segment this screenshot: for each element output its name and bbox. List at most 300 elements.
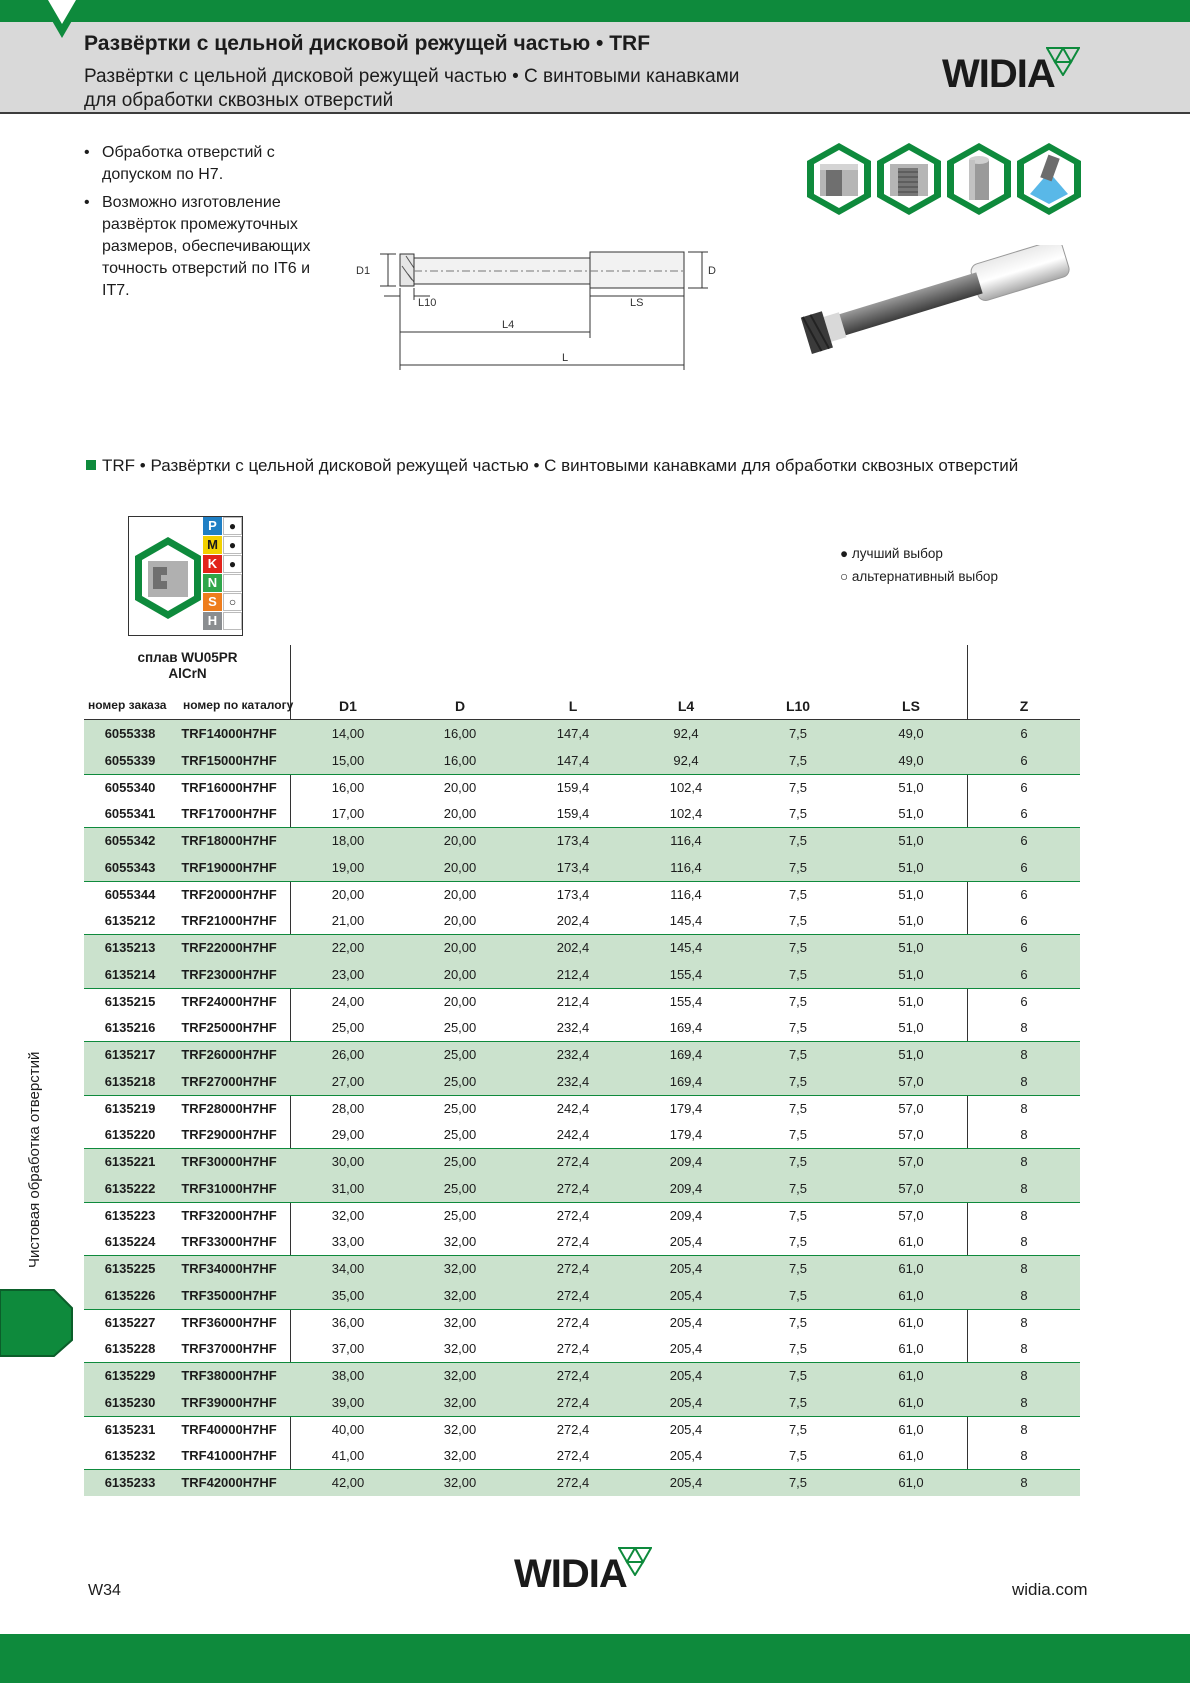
cell-l: 147,4 xyxy=(556,752,590,768)
cell-l10: 7,5 xyxy=(788,806,808,822)
cell-d: 32,00 xyxy=(443,1394,477,1410)
table-row xyxy=(84,1282,1080,1309)
table-row xyxy=(84,1416,1080,1443)
table-row xyxy=(84,1095,1080,1122)
feature-list xyxy=(84,142,314,308)
cell-d: 20,00 xyxy=(443,886,477,902)
page-subtitle-line1: Развёртки с цельной дисковой режущей частью • С винтовыми канавками xyxy=(84,66,740,87)
table-row xyxy=(84,1255,1080,1282)
table-row xyxy=(84,1389,1080,1416)
cell-order-no: 6135222 xyxy=(104,1180,156,1196)
cell-catalog-no: TRF18000H7HF xyxy=(181,833,277,848)
table-row xyxy=(84,961,1080,988)
cell-ls: 61,0 xyxy=(898,1261,924,1276)
cell-order-no: 6135216 xyxy=(104,1020,156,1036)
cell-ls: 51,0 xyxy=(898,1020,924,1036)
legend xyxy=(840,542,998,588)
row-group-separator xyxy=(84,881,1080,882)
cell-d: 20,00 xyxy=(443,940,477,955)
section-title-text: TRF • Развёртки с цельной дисковой режущей частью • С винтовыми канавками для обработки сквозных отверстий xyxy=(102,456,1019,475)
table-row xyxy=(84,720,1080,747)
cell-l4: 169,4 xyxy=(669,1073,703,1089)
cell-l4: 209,4 xyxy=(669,1180,703,1196)
side-section-tab xyxy=(0,1288,74,1358)
column-header-order-no: номер заказа xyxy=(88,698,167,712)
cell-l: 159,4 xyxy=(556,779,590,795)
page-subtitle-line2: для обработки сквозных отверстий xyxy=(84,90,394,111)
row-group-separator xyxy=(84,1041,1080,1042)
cell-catalog-no: TRF22000H7HF xyxy=(181,940,277,955)
cell-ls: 61,0 xyxy=(898,1341,924,1357)
bottom-band xyxy=(0,1634,1190,1683)
alloy-grade: сплав WU05PR xyxy=(137,650,238,665)
cell-z: 6 xyxy=(1020,726,1028,741)
cell-d1: 20,00 xyxy=(331,886,365,902)
cell-l10: 7,5 xyxy=(788,752,808,768)
logo-text: WIDIA xyxy=(942,52,1055,96)
footer-widia-logo xyxy=(514,1552,654,1602)
cell-d1: 24,00 xyxy=(331,993,365,1009)
table-row xyxy=(84,1175,1080,1202)
cell-l4: 209,4 xyxy=(669,1207,703,1223)
cell-ls: 51,0 xyxy=(898,940,924,955)
cell-catalog-no: TRF16000H7HF xyxy=(181,779,277,795)
cell-z: 8 xyxy=(1020,1020,1028,1036)
row-group-separator xyxy=(84,1416,1080,1417)
section-title xyxy=(86,456,1018,476)
material-mark xyxy=(223,574,242,592)
cell-d1: 37,00 xyxy=(331,1341,365,1357)
column-header-l: L xyxy=(568,698,578,714)
cell-d1: 25,00 xyxy=(331,1020,365,1036)
cell-l: 232,4 xyxy=(556,1020,590,1036)
cylinder-icon xyxy=(946,142,1012,216)
cell-order-no: 6055341 xyxy=(104,806,156,822)
cell-l: 272,4 xyxy=(556,1421,590,1437)
material-mark: ● xyxy=(223,517,242,535)
cell-order-no: 6135217 xyxy=(104,1047,156,1062)
cell-d: 20,00 xyxy=(443,913,477,929)
cell-l10: 7,5 xyxy=(788,1475,808,1490)
cell-z: 8 xyxy=(1020,1314,1028,1330)
cell-ls: 51,0 xyxy=(898,806,924,822)
cell-ls: 51,0 xyxy=(898,966,924,982)
cell-d: 32,00 xyxy=(443,1368,477,1383)
cell-d1: 39,00 xyxy=(331,1394,365,1410)
cell-d: 25,00 xyxy=(443,1073,477,1089)
cell-l: 242,4 xyxy=(556,1127,590,1143)
cell-d: 25,00 xyxy=(443,1127,477,1143)
table-row xyxy=(84,1362,1080,1389)
cell-l10: 7,5 xyxy=(788,1073,808,1089)
cell-z: 6 xyxy=(1020,859,1028,875)
cell-ls: 57,0 xyxy=(898,1207,924,1223)
cell-catalog-no: TRF20000H7HF xyxy=(181,886,277,902)
cell-ls: 57,0 xyxy=(898,1127,924,1143)
cell-catalog-no: TRF30000H7HF xyxy=(181,1154,277,1169)
cell-l10: 7,5 xyxy=(788,1421,808,1437)
insert-hex-icon xyxy=(133,535,203,625)
cell-l: 159,4 xyxy=(556,806,590,822)
cell-catalog-no: TRF21000H7HF xyxy=(181,913,277,929)
cell-catalog-no: TRF36000H7HF xyxy=(181,1314,277,1330)
cell-catalog-no: TRF35000H7HF xyxy=(181,1287,277,1303)
cell-l10: 7,5 xyxy=(788,1448,808,1464)
cell-l4: 116,4 xyxy=(670,833,702,848)
cell-order-no: 6135227 xyxy=(104,1314,156,1330)
cell-z: 8 xyxy=(1020,1047,1028,1062)
cell-d: 20,00 xyxy=(443,806,477,822)
row-group-separator xyxy=(84,1095,1080,1096)
cell-l: 202,4 xyxy=(556,913,590,929)
cell-order-no: 6055338 xyxy=(104,726,156,741)
cell-d: 20,00 xyxy=(443,779,477,795)
material-row-s xyxy=(203,593,243,612)
cell-l: 272,4 xyxy=(556,1448,590,1464)
cell-l: 272,4 xyxy=(556,1475,590,1490)
cell-catalog-no: TRF14000H7HF xyxy=(181,726,277,741)
cell-l10: 7,5 xyxy=(788,1341,808,1357)
alloy-coating: AlCrN xyxy=(168,666,207,681)
cell-l: 212,4 xyxy=(556,966,590,982)
table-row xyxy=(84,1309,1080,1336)
cell-z: 8 xyxy=(1020,1448,1028,1464)
table-row xyxy=(84,747,1080,774)
row-group-separator xyxy=(84,1469,1080,1470)
cell-l10: 7,5 xyxy=(788,1368,808,1383)
cell-catalog-no: TRF38000H7HF xyxy=(181,1368,277,1383)
cell-z: 8 xyxy=(1020,1154,1028,1169)
cell-ls: 51,0 xyxy=(898,1047,924,1062)
cell-d: 20,00 xyxy=(443,859,477,875)
material-row-h xyxy=(203,612,243,631)
material-mark: ○ xyxy=(223,593,242,611)
cell-l4: 92,4 xyxy=(673,752,699,768)
cell-order-no: 6135223 xyxy=(104,1207,156,1223)
table-row xyxy=(84,988,1080,1015)
cell-order-no: 6135220 xyxy=(104,1127,156,1143)
cell-catalog-no: TRF24000H7HF xyxy=(181,993,277,1009)
cell-ls: 61,0 xyxy=(898,1287,924,1303)
cell-d1: 22,00 xyxy=(331,940,365,955)
table-row xyxy=(84,800,1080,827)
label-d: D xyxy=(708,265,716,277)
widia-logo xyxy=(942,52,1082,102)
row-group-separator xyxy=(84,1255,1080,1256)
table-row xyxy=(84,1014,1080,1041)
cell-l10: 7,5 xyxy=(788,1261,808,1276)
cell-d: 25,00 xyxy=(443,1020,477,1036)
cell-l4: 116,4 xyxy=(670,859,702,875)
reamer-drawing xyxy=(350,236,770,376)
cell-l10: 7,5 xyxy=(788,1127,808,1143)
cell-l10: 7,5 xyxy=(788,1047,808,1062)
cell-d1: 30,00 xyxy=(331,1154,365,1169)
table-row xyxy=(84,1202,1080,1229)
label-l4: L4 xyxy=(502,319,515,331)
cell-ls: 51,0 xyxy=(898,779,924,795)
material-letter: K xyxy=(203,555,222,573)
column-header-l10: L10 xyxy=(785,698,811,714)
cell-order-no: 6135225 xyxy=(104,1261,156,1276)
cell-order-no: 6135232 xyxy=(104,1448,156,1464)
cell-l: 272,4 xyxy=(556,1394,590,1410)
column-header-l4: L4 xyxy=(677,698,695,714)
thread-hole-icon xyxy=(876,142,942,216)
corner-marker-inner xyxy=(48,0,76,24)
cell-order-no: 6135230 xyxy=(104,1394,156,1410)
cell-catalog-no: TRF28000H7HF xyxy=(181,1100,277,1116)
row-group-separator xyxy=(84,1148,1080,1149)
table-row xyxy=(84,1469,1080,1496)
cell-l10: 7,5 xyxy=(788,1100,808,1116)
cell-l4: 205,4 xyxy=(669,1261,703,1276)
cell-catalog-no: TRF40000H7HF xyxy=(181,1421,277,1437)
cell-d1: 26,00 xyxy=(331,1047,365,1062)
cell-z: 6 xyxy=(1020,993,1028,1009)
cell-d: 32,00 xyxy=(443,1341,477,1357)
cell-z: 6 xyxy=(1020,886,1028,902)
cell-l10: 7,5 xyxy=(788,966,808,982)
cell-z: 6 xyxy=(1020,833,1028,848)
reamer-photo xyxy=(800,245,1090,370)
cell-ls: 51,0 xyxy=(898,913,924,929)
cell-z: 8 xyxy=(1020,1207,1028,1223)
cell-ls: 51,0 xyxy=(898,886,924,902)
cell-catalog-no: TRF32000H7HF xyxy=(181,1207,277,1223)
cell-l4: 205,4 xyxy=(669,1368,703,1383)
cell-z: 8 xyxy=(1020,1475,1028,1490)
cell-l: 272,4 xyxy=(556,1368,590,1383)
cell-z: 6 xyxy=(1020,806,1028,822)
cell-l10: 7,5 xyxy=(788,993,808,1009)
cell-d: 32,00 xyxy=(443,1261,477,1276)
cell-order-no: 6135231 xyxy=(104,1421,156,1437)
material-mark: ● xyxy=(223,555,242,573)
cell-ls: 61,0 xyxy=(898,1448,924,1464)
column-header-catalog-no: номер по каталогу xyxy=(183,698,294,712)
cell-d1: 36,00 xyxy=(331,1314,365,1330)
cell-l4: 179,4 xyxy=(669,1100,703,1116)
cell-l10: 7,5 xyxy=(788,913,808,929)
cell-d: 25,00 xyxy=(443,1154,477,1169)
cell-order-no: 6135214 xyxy=(104,966,156,982)
cell-ls: 57,0 xyxy=(898,1073,924,1089)
website-link[interactable]: widia.com xyxy=(1012,1580,1088,1599)
cell-l4: 205,4 xyxy=(669,1421,703,1437)
cell-catalog-no: TRF39000H7HF xyxy=(181,1394,277,1410)
cell-l4: 116,4 xyxy=(670,886,702,902)
cell-order-no: 6055339 xyxy=(104,752,156,768)
section-bullet-icon xyxy=(86,460,96,470)
column-header-ls: LS xyxy=(902,698,920,714)
cell-l4: 145,4 xyxy=(669,913,703,929)
cell-l10: 7,5 xyxy=(788,1020,808,1036)
cell-z: 8 xyxy=(1020,1073,1028,1089)
row-group-separator xyxy=(84,1202,1080,1203)
row-group-separator xyxy=(84,774,1080,775)
cell-l10: 7,5 xyxy=(788,1394,808,1410)
cell-d1: 34,00 xyxy=(331,1261,365,1276)
coolant-icon xyxy=(1016,142,1082,216)
cell-d: 32,00 xyxy=(443,1234,477,1250)
cell-l: 212,4 xyxy=(556,993,590,1009)
cell-d: 25,00 xyxy=(443,1047,477,1062)
cell-z: 8 xyxy=(1020,1394,1028,1410)
cell-l: 272,4 xyxy=(556,1287,590,1303)
feature-item: • Обработка отверстий с допуском по H7. xyxy=(84,142,314,186)
cell-l: 232,4 xyxy=(556,1073,590,1089)
cell-z: 8 xyxy=(1020,1100,1028,1116)
cell-order-no: 6055343 xyxy=(104,859,156,875)
cell-l: 173,4 xyxy=(556,886,590,902)
cell-d1: 40,00 xyxy=(331,1421,365,1437)
table-row xyxy=(84,1228,1080,1255)
cell-l: 232,4 xyxy=(556,1047,590,1062)
cell-d1: 28,00 xyxy=(331,1100,365,1116)
cell-catalog-no: TRF31000H7HF xyxy=(181,1180,277,1196)
widia-triangles-icon xyxy=(1046,46,1080,76)
cell-ls: 57,0 xyxy=(898,1180,924,1196)
cell-l10: 7,5 xyxy=(788,859,808,875)
cell-order-no: 6135233 xyxy=(104,1475,156,1490)
cell-l4: 205,4 xyxy=(669,1475,703,1490)
cell-l4: 92,4 xyxy=(673,726,699,741)
cell-l10: 7,5 xyxy=(788,1287,808,1303)
cell-order-no: 6135221 xyxy=(104,1154,156,1169)
cell-l: 147,4 xyxy=(556,726,590,741)
row-group-separator xyxy=(84,934,1080,935)
cell-d1: 29,00 xyxy=(331,1127,365,1143)
cell-ls: 51,0 xyxy=(898,833,924,848)
label-d1: D1 xyxy=(356,265,371,277)
cell-l10: 7,5 xyxy=(788,779,808,795)
cell-ls: 51,0 xyxy=(898,993,924,1009)
cell-d1: 35,00 xyxy=(331,1287,365,1303)
cell-catalog-no: TRF26000H7HF xyxy=(181,1047,277,1062)
column-header-d: D xyxy=(454,698,466,714)
cell-order-no: 6135218 xyxy=(104,1073,156,1089)
cell-d: 20,00 xyxy=(443,966,477,982)
cell-l: 272,4 xyxy=(556,1314,590,1330)
cell-d1: 14,00 xyxy=(331,726,365,741)
cell-z: 8 xyxy=(1020,1368,1028,1383)
cell-ls: 49,0 xyxy=(898,726,924,741)
material-letter: N xyxy=(203,574,222,592)
cell-ls: 57,0 xyxy=(898,1100,924,1116)
cell-z: 8 xyxy=(1020,1180,1028,1196)
cell-z: 8 xyxy=(1020,1421,1028,1437)
cell-z: 8 xyxy=(1020,1341,1028,1357)
cell-d: 25,00 xyxy=(443,1100,477,1116)
material-letter: P xyxy=(203,517,222,535)
cell-d: 25,00 xyxy=(443,1180,477,1196)
cell-d1: 32,00 xyxy=(331,1207,365,1223)
cell-z: 6 xyxy=(1020,779,1028,795)
cell-order-no: 6135219 xyxy=(104,1100,156,1116)
cell-z: 8 xyxy=(1020,1261,1028,1276)
page-number: W34 xyxy=(88,1582,121,1599)
cell-l4: 209,4 xyxy=(669,1154,703,1169)
cell-ls: 49,0 xyxy=(898,752,924,768)
cell-d: 32,00 xyxy=(443,1421,477,1437)
cell-l4: 102,4 xyxy=(669,806,703,822)
cell-ls: 61,0 xyxy=(898,1368,924,1383)
row-group-separator xyxy=(84,988,1080,989)
cell-l10: 7,5 xyxy=(788,726,808,741)
table-row xyxy=(84,1442,1080,1469)
cell-d: 32,00 xyxy=(443,1448,477,1464)
cell-l10: 7,5 xyxy=(788,940,808,955)
cell-d1: 41,00 xyxy=(331,1448,365,1464)
label-l10: L10 xyxy=(418,297,437,309)
cell-catalog-no: TRF33000H7HF xyxy=(181,1234,277,1250)
cell-l10: 7,5 xyxy=(788,1234,808,1250)
table-row xyxy=(84,1041,1080,1068)
footer-logo-text: WIDIA xyxy=(514,1552,627,1596)
top-band xyxy=(0,0,1190,22)
material-letter: M xyxy=(203,536,222,554)
cell-d: 32,00 xyxy=(443,1287,477,1303)
cell-ls: 61,0 xyxy=(898,1234,924,1250)
material-letter: H xyxy=(203,612,222,630)
cell-d1: 33,00 xyxy=(331,1234,365,1250)
cell-d1: 42,00 xyxy=(331,1475,365,1490)
cell-l: 272,4 xyxy=(556,1154,590,1169)
cell-d1: 17,00 xyxy=(331,806,365,822)
page-title: Развёртки с цельной дисковой режущей частью • TRF xyxy=(84,32,651,55)
cell-catalog-no: TRF19000H7HF xyxy=(181,859,277,875)
cell-l4: 205,4 xyxy=(669,1448,703,1464)
cell-l4: 205,4 xyxy=(669,1341,703,1357)
cell-catalog-no: TRF34000H7HF xyxy=(181,1261,277,1276)
cell-order-no: 6135229 xyxy=(104,1368,156,1383)
cell-d1: 16,00 xyxy=(331,779,365,795)
material-row-m xyxy=(203,536,243,555)
material-mark xyxy=(223,612,242,630)
row-group-separator xyxy=(84,1362,1080,1363)
side-section-label: Чистовая обработка отверстий xyxy=(26,1051,43,1268)
cell-l10: 7,5 xyxy=(788,1314,808,1330)
cell-ls: 57,0 xyxy=(898,1154,924,1169)
footer-widia-triangles-icon xyxy=(618,1546,652,1576)
cell-ls: 61,0 xyxy=(898,1394,924,1410)
cell-l4: 145,4 xyxy=(669,940,703,955)
cell-d: 32,00 xyxy=(443,1314,477,1330)
table-row xyxy=(84,1068,1080,1095)
cell-l4: 205,4 xyxy=(669,1394,703,1410)
column-header-d1: D1 xyxy=(339,698,357,714)
cell-l: 272,4 xyxy=(556,1207,590,1223)
cell-d1: 15,00 xyxy=(331,752,365,768)
cell-ls: 61,0 xyxy=(898,1475,924,1490)
cell-l: 173,4 xyxy=(556,859,590,875)
cell-l10: 7,5 xyxy=(788,1207,808,1223)
cell-catalog-no: TRF42000H7HF xyxy=(181,1475,277,1490)
cell-l: 242,4 xyxy=(556,1100,590,1116)
cell-ls: 61,0 xyxy=(898,1314,924,1330)
cell-l4: 169,4 xyxy=(669,1020,703,1036)
material-row-p xyxy=(203,517,243,536)
legend-alternative: ○ альтернативный выбор xyxy=(840,569,998,584)
cell-d: 20,00 xyxy=(443,993,477,1009)
cell-catalog-no: TRF23000H7HF xyxy=(181,966,277,982)
row-group-separator xyxy=(84,827,1080,828)
row-group-separator xyxy=(84,1309,1080,1310)
table-row xyxy=(84,907,1080,934)
cell-order-no: 6135226 xyxy=(104,1287,156,1303)
column-header-z: Z xyxy=(1019,698,1029,714)
